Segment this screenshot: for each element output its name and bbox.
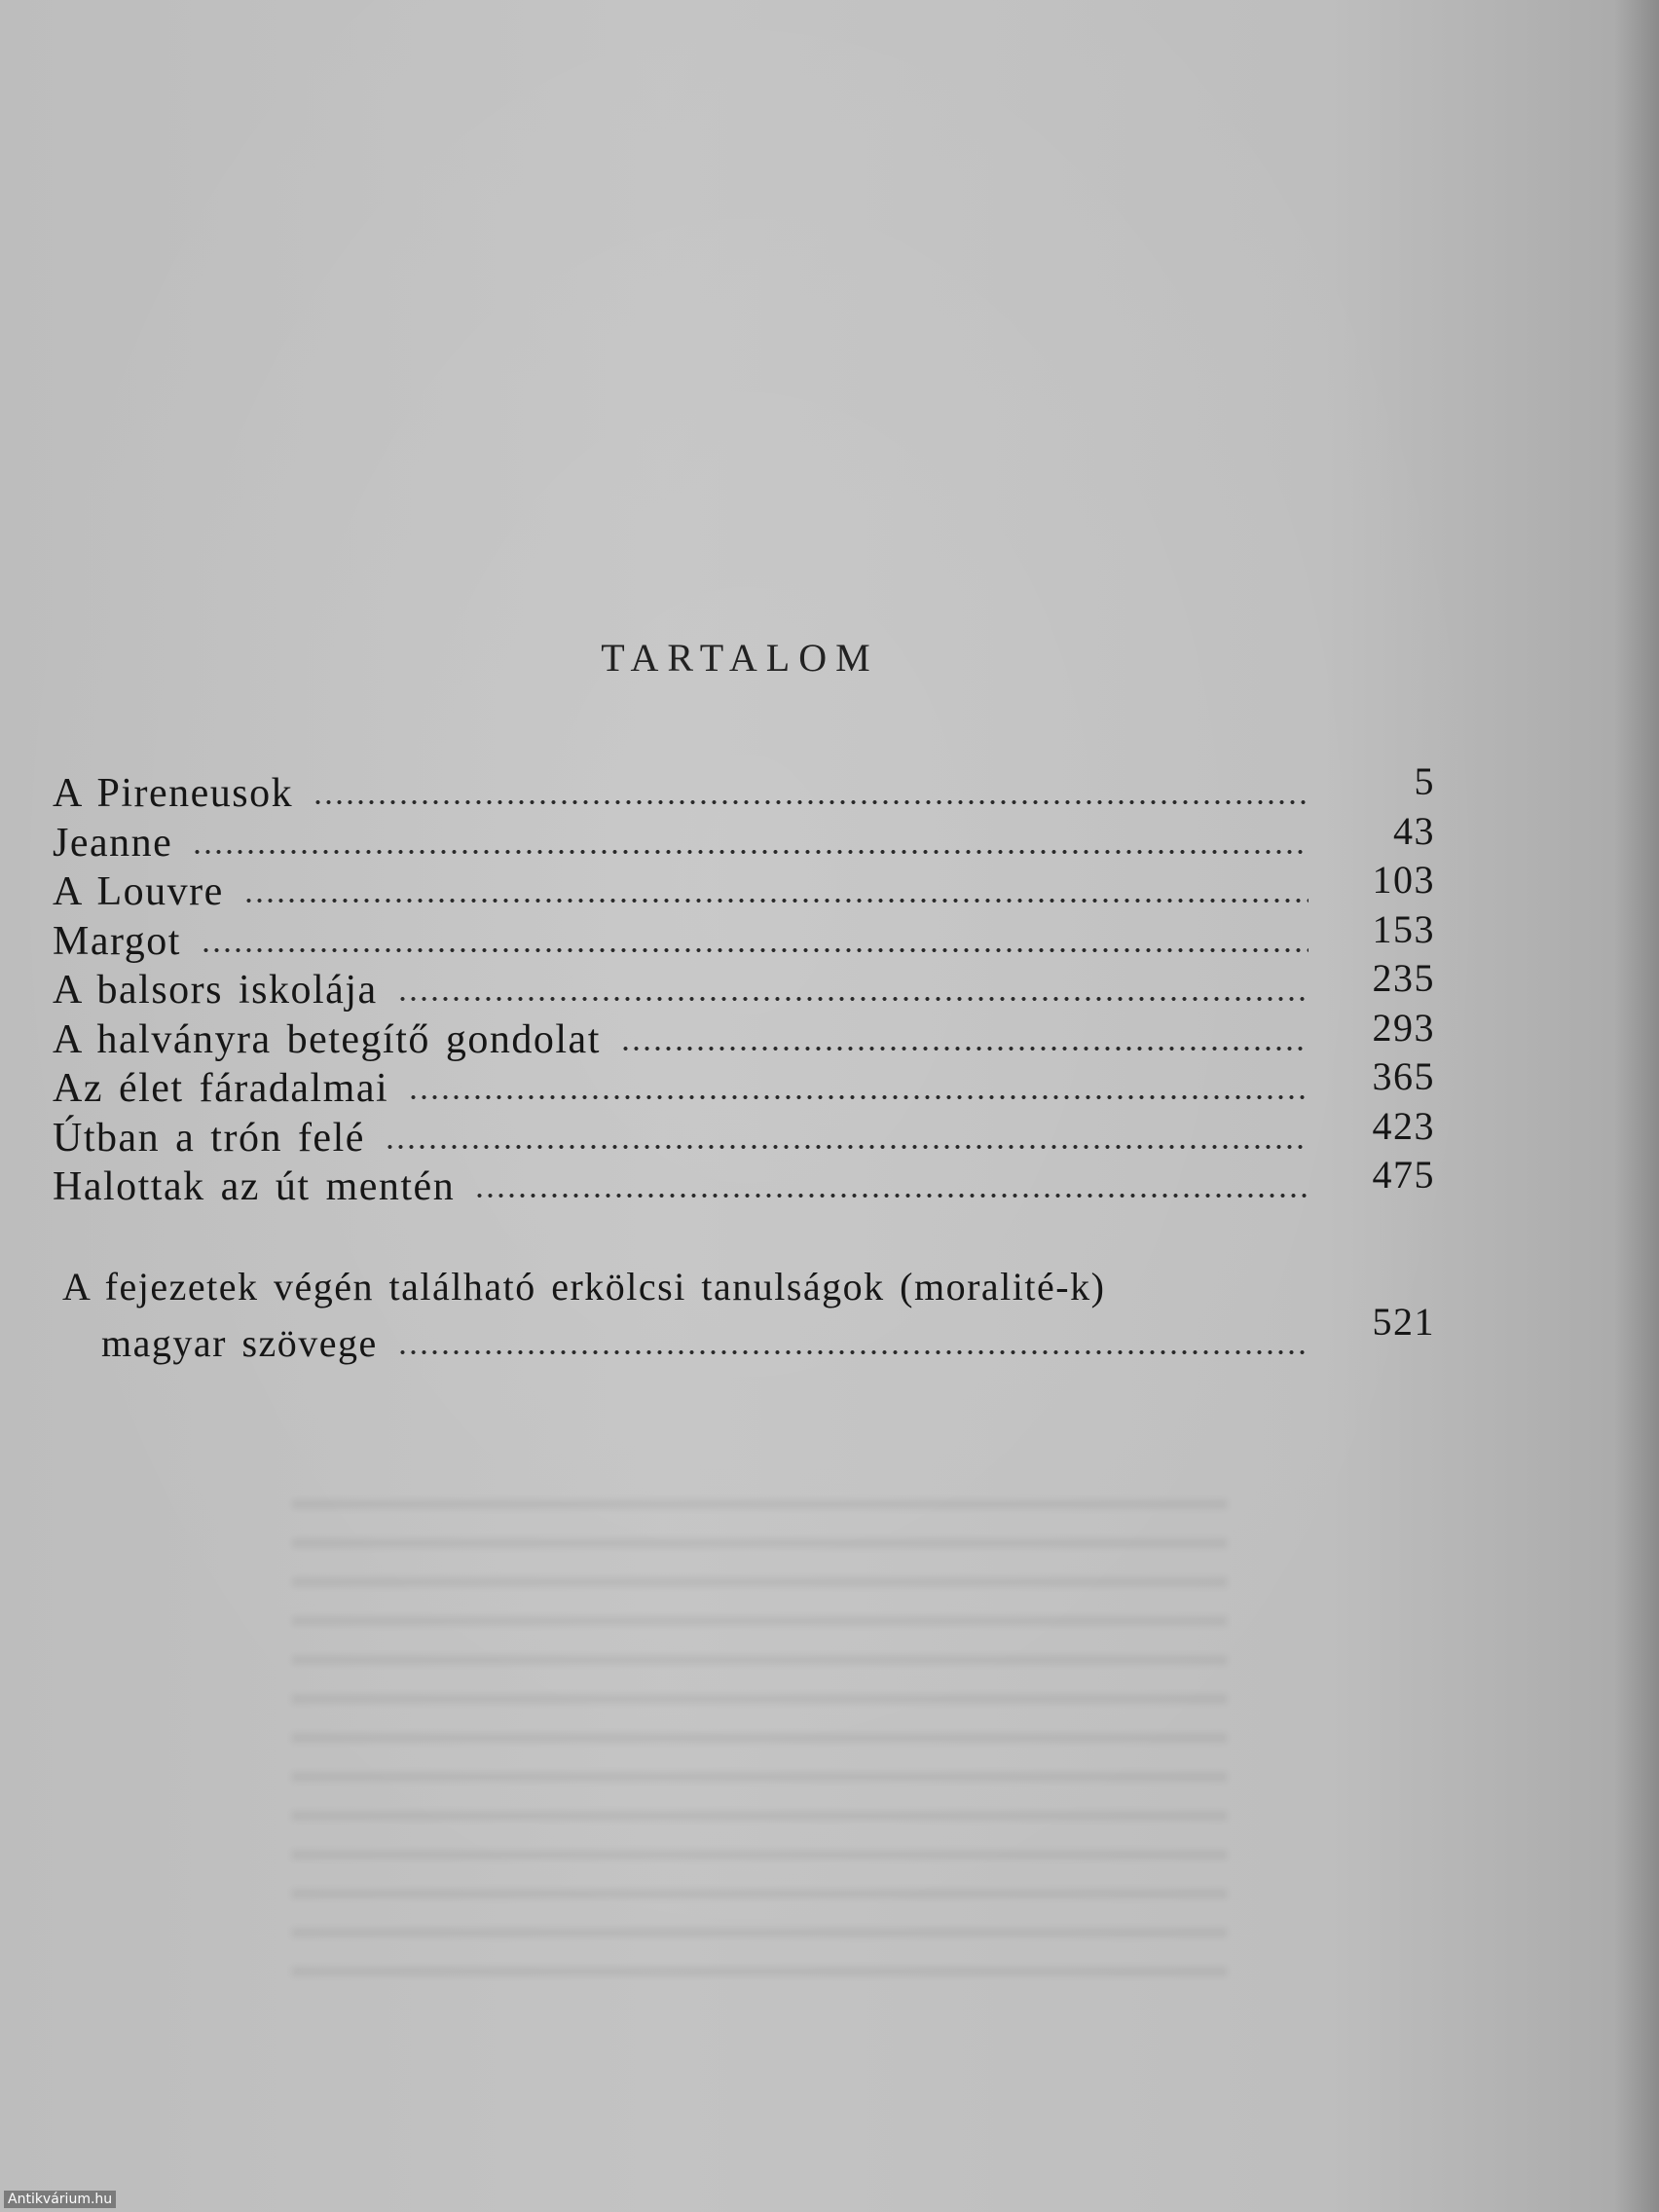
- watermark: Antikvárium.hu: [4, 2191, 116, 2208]
- toc-entry-label: Margot: [53, 918, 181, 964]
- appendix-page: 521: [1372, 1300, 1435, 1344]
- toc-entry-page: 365: [1372, 1054, 1435, 1098]
- table-of-contents: [53, 759, 1435, 1212]
- dot-leader: [385, 1143, 1309, 1151]
- toc-entry-page: 423: [1372, 1103, 1435, 1148]
- dot-leader: [408, 1093, 1309, 1101]
- toc-entry-label: A balsors iskolája: [53, 968, 378, 1013]
- toc-entry-label: Jeanne: [53, 820, 173, 866]
- spine-shadow: [1614, 0, 1659, 2212]
- toc-row: [53, 808, 1435, 868]
- toc-row: [53, 1054, 1435, 1114]
- toc-row: [53, 956, 1435, 1015]
- dot-leader: [397, 1348, 1309, 1356]
- appendix-label-line1: A fejezetek végén található erkölcsi tanulságok (moralité-k): [62, 1265, 1106, 1309]
- toc-entry-page: 475: [1372, 1153, 1435, 1197]
- toc-entry-page: 293: [1372, 1005, 1435, 1050]
- toc-row: [53, 1153, 1435, 1212]
- dot-leader: [620, 1045, 1309, 1052]
- toc-entry-page: 235: [1372, 956, 1435, 1000]
- dot-leader: [313, 798, 1309, 806]
- toc-entry-label: A Pireneusok: [53, 771, 294, 816]
- toc-entry-label: Útban a trón felé: [53, 1115, 365, 1161]
- appendix-label-line2: magyar szövege: [101, 1321, 378, 1365]
- toc-entry-label: Az élet fáradalmai: [53, 1066, 389, 1111]
- toc-row: [53, 1103, 1435, 1163]
- toc-entry-label: Halottak az út mentén: [53, 1164, 456, 1209]
- toc-entry-page: 153: [1372, 906, 1435, 951]
- toc-row: [53, 906, 1435, 967]
- toc-entry-label: A halványra betegítő gondolat: [53, 1016, 601, 1062]
- toc-row: [53, 1005, 1435, 1065]
- toc-row: [53, 858, 1435, 917]
- dot-leader: [397, 995, 1309, 1003]
- toc-entry-page: 103: [1372, 858, 1435, 902]
- dot-leader: [192, 848, 1309, 856]
- toc-entry-page: 43: [1393, 808, 1435, 853]
- show-through-text: [292, 1499, 1227, 2006]
- dot-leader: [243, 897, 1309, 904]
- toc-row: [53, 759, 1435, 819]
- toc-entry-page: 5: [1414, 759, 1435, 803]
- page-title: TARTALOM: [601, 636, 879, 680]
- dot-leader: [474, 1192, 1309, 1199]
- dot-leader: [201, 946, 1309, 954]
- toc-entry-label: A Louvre: [53, 869, 224, 914]
